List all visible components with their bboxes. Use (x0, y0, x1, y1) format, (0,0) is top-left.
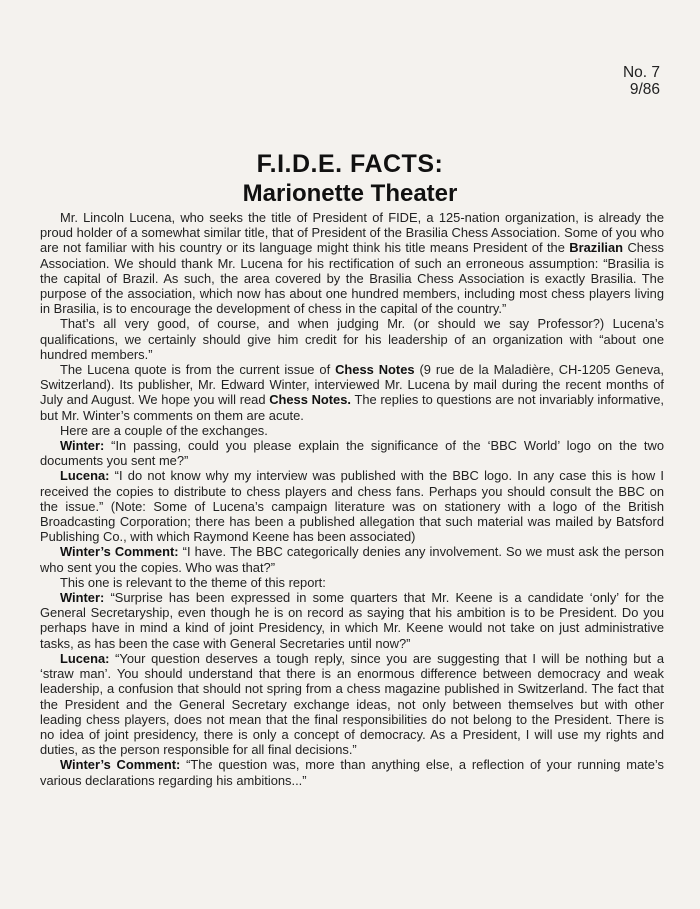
issue-date: 9/86 (629, 81, 660, 98)
article-body (40, 210, 664, 788)
paragraph: Here are a couple of the exchanges. (60, 422, 268, 438)
speaker-label: Lucena: (60, 468, 110, 484)
article-subtitle: Marionette Theater (242, 180, 458, 207)
speaker-label: Winter’s Comment: (60, 757, 181, 773)
publication-name: Chess Notes (335, 362, 415, 378)
issue-info (623, 64, 660, 98)
exchange-paragraph: Lucena: “I do not know why my interview was published with the BBC logo. In any case this is how I received the copies to distribute to chess players and chess fans. Perhaps you should consult the BBC on the issue.” (Note: Some of Lucena’s campaign literature was on stationery with a logo of the British Broadcasting Corporation; there has been a published allegation that such material was mailed by Batsford Publishing Co., with which Raymond Keene has been associated) (40, 468, 664, 545)
paragraph: Mr. Lincoln Lucena, who seeks the title of President of FIDE, a 125-nation organization, is already the proud holder of a somewhat similar title, that of President of the Brasilia Chess Association. Some of you who are not familiar with his country or its language might think his title means President of the Brazilian Chess Association. We should thank Mr. Lucena for his rectification of such an erroneous assumption: “Brasilia is the capital of Brazil. As such, the area covered by the Brasilia Chess Association is exactly Brasilia. The purpose of the association, which now has about one hundred members, including most chess players living in Brasilia, is to encourage the development of chess in the capital of the country.” (40, 210, 664, 317)
paragraph: That’s all very good, of course, and when judging Mr. (or should we say Professor?) Lucena’s qualifications, we certainly should give him credit for his leadership of an organization with “about one hundred members.” (40, 316, 664, 362)
article-title: F.I.D.E. FACTS: (256, 150, 444, 178)
issue-number: No. 7 (622, 64, 660, 81)
exchange-paragraph: Lucena: “Your question deserves a tough reply, since you are suggesting that I will be nothing but a ‘straw man’. You should understand that there is an enormous difference between democracy and weak leadership, a confusion that should not spring from a chess magazine published in Switzerland. The fact that the President and the General Secretary exchange ideas, not only between themselves but with other leading chess players, does not mean that the final responsibilities do not belong to the President. There is no idea of joint presidency, there is only a concept of democracy. As a President, I will use my rights and duties, as the person responsible for all final decisions.” (40, 650, 664, 758)
speaker-label: Lucena: (60, 650, 110, 666)
speaker-label: Winter: (60, 438, 105, 454)
publication-name: Chess Notes. (269, 392, 351, 408)
exchange-paragraph: Winter: “In passing, could you please explain the significance of the ‘BBC World’ logo on the two documents you sent me?” (40, 438, 664, 469)
speaker-label: Winter: (60, 590, 105, 606)
exchange-paragraph: Winter: “Surprise has been expressed in some quarters that Mr. Keene is a candidate ‘only’ for the General Secretaryship, even though he is on record as saying that his ambition is to be President. Do you perhaps have in mind a kind of joint Presidency, in which Mr. Keene would not take on just administrative tasks, as has been the case with General Secretaries until now?” (40, 590, 664, 651)
bold-term: Brazilian (569, 240, 624, 256)
speaker-label: Winter’s Comment: (60, 544, 179, 560)
exchange-paragraph: Winter’s Comment: “The question was, more than anything else, a reflection of your running mate’s various declarations regarding his ambitions...” (40, 757, 664, 788)
paragraph: The Lucena quote is from the current issue of Chess Notes (9 rue de la Maladière, CH-1205 Geneva, Switzerland). Its publisher, Mr. Edward Winter, interviewed Mr. Lucena by mail during the recent months of July and August. We hope you will read Chess Notes. The replies to questions are not invariably informative, but Mr. Winter’s comments on them are acute. (40, 362, 664, 423)
paragraph: This one is relevant to the theme of this report: (60, 574, 326, 590)
exchange-paragraph: Winter’s Comment: “I have. The BBC categorically denies any involvement. So we must ask the person who sent you the copies. Who was that?” (40, 544, 664, 575)
